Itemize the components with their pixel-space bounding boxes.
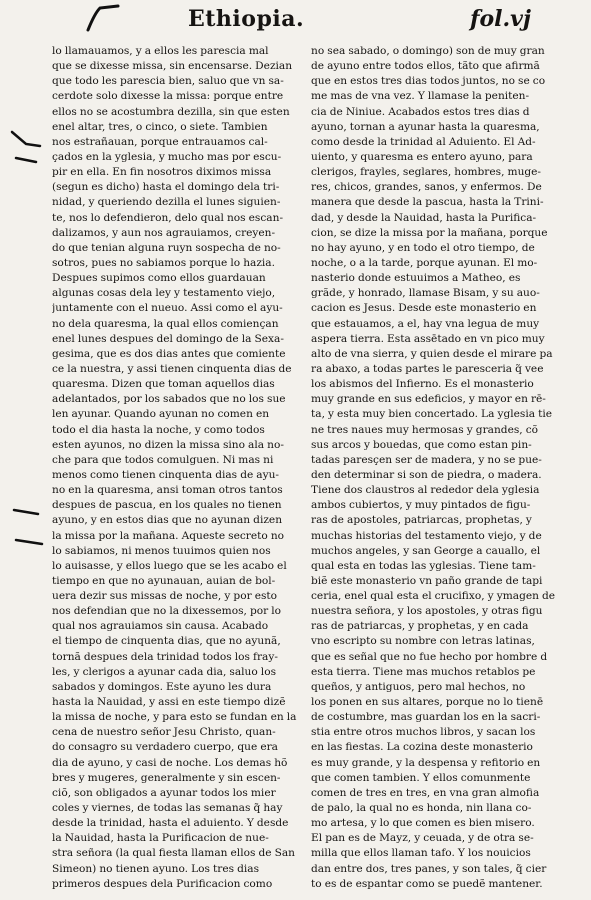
text-line: despues de pascua, en los quales no tienen bbox=[52, 499, 282, 512]
text-line: bres y mugeres, generalmente y sin escen- bbox=[52, 771, 281, 784]
text-line: mo artesa, y lo que comen es bien misero. bbox=[311, 817, 535, 830]
text-line: algunas cosas dela ley y testamento viejo, bbox=[52, 287, 276, 300]
text-line: biẽ este monasterio vn paño grande de tapi bbox=[311, 574, 543, 587]
text-line: sabados y domingos. Este ayuno les dura bbox=[52, 680, 272, 693]
text-line: ambos cubiertos, y muy pintados de figu- bbox=[311, 499, 531, 512]
text-line: cacion es Jesus. Desde este monasterio en bbox=[311, 302, 537, 315]
text-line: nasterio donde estuuimos a Matheo, es bbox=[311, 272, 521, 285]
text-line: Simeon) no tienen ayuno. Los tres dias bbox=[52, 862, 260, 875]
text-line: adelantados, por los sabados que no los sue bbox=[52, 393, 286, 406]
running-title: Ethiopia. bbox=[188, 6, 305, 32]
text-column-left bbox=[52, 44, 310, 892]
text-line: ciõ, son obligados a ayunar todos los mier bbox=[52, 786, 276, 799]
folio-number: fol.vj bbox=[470, 6, 531, 32]
ink-scratch-left-icon bbox=[6, 128, 46, 178]
text-column-right bbox=[311, 44, 573, 892]
text-line: aspera tierra. Esta assētado en vn pico muy bbox=[311, 332, 545, 345]
text-line: (segun es dicho) hasta el domingo dela tri- bbox=[52, 181, 280, 194]
text-line: lo sabiamos, ni menos tuuimos quien nos bbox=[52, 544, 271, 557]
text-line: comen de tres en tres, en vna gran almofia bbox=[311, 786, 540, 799]
ink-scratch-margin-icon bbox=[8, 500, 48, 560]
text-line: cion, se dize la missa por la mañana, porque bbox=[311, 226, 548, 239]
text-line: El pan es de Mayz, y ceuada, y de otra se- bbox=[311, 832, 534, 845]
text-line: el tiempo de cinquenta dias, que no ayunã, bbox=[52, 635, 281, 648]
text-line: pir en ella. En fin nosotros diximos missa bbox=[52, 166, 272, 179]
text-line: los ponen en sus altares, porque no lo tienē bbox=[311, 696, 544, 709]
text-line: que estauamos, a el, hay vna legua de muy bbox=[311, 317, 540, 330]
text-line: tornã despues dela trinidad todos los fray- bbox=[52, 650, 278, 663]
text-line: nos estrañauan, porque entrauamos cal- bbox=[52, 135, 268, 148]
text-line: ta, y esta muy bien concertado. La yglesia tie bbox=[311, 408, 553, 421]
text-line: ne tres naues muy hermosas y grandes, cõ bbox=[311, 423, 539, 436]
text-line: tadas paresçen ser de madera, y no se pue- bbox=[311, 453, 542, 466]
text-line: menos como tienen cinquenta dias de ayu- bbox=[52, 468, 280, 481]
text-line: manera que desde la pascua, hasta la Trini- bbox=[311, 196, 544, 209]
text-line: que se dixesse missa, sin encensarse. Dezian bbox=[52, 60, 293, 73]
text-line: esta tierra. Tiene mas muchos retablos pe bbox=[311, 665, 536, 678]
ink-scratch-top-icon bbox=[84, 2, 124, 32]
text-line: te, nos lo defendieron, delo qual nos escan- bbox=[52, 211, 284, 224]
text-line: ayuno, y en estos dias que no ayunan dizen bbox=[52, 514, 283, 527]
text-line: enel altar, tres, o cinco, o siete. Tambien bbox=[52, 120, 268, 133]
text-line: enel lunes despues del domingo de la Sexa- bbox=[52, 332, 284, 345]
text-line: che para que todos comulguen. Ni mas ni bbox=[52, 453, 274, 466]
text-line: uera dezir sus missas de noche, y por esto bbox=[52, 590, 278, 603]
text-line: len ayunar. Quando ayunan no comen en bbox=[52, 408, 270, 421]
text-line: cia de Niniue. Acabados estos tres dias d bbox=[311, 105, 530, 118]
text-line: hasta la Nauidad, y assi en este tiempo dizẽ bbox=[52, 696, 286, 709]
text-line: cena de nuestro señor Jesu Christo, quan- bbox=[52, 726, 276, 739]
text-line: alto de vna sierra, y quien desde el mirare pa bbox=[311, 347, 553, 360]
text-line: nuestra señora, y los apostoles, y otras figu bbox=[311, 605, 543, 618]
text-line: no hay ayuno, y en todo el otro tiempo, de bbox=[311, 241, 535, 254]
text-line: stia entre otros muchos libros, y sacan los bbox=[311, 726, 536, 739]
text-line: ceria, enel qual esta el crucifixo, y ymagen de bbox=[311, 590, 556, 603]
text-line: muchas historias del testamento viejo, y de bbox=[311, 529, 542, 542]
text-line: noche, o a la tarde, porque ayunan. El mo- bbox=[311, 256, 538, 269]
text-line: nos defendian que no la dixessemos, por lo bbox=[52, 605, 282, 618]
text-line: es muy grande, y la despensa y refitorio en bbox=[311, 756, 541, 769]
text-line: do consagro su verdadero cuerpo, que era bbox=[52, 741, 278, 754]
text-line: dad, y desde la Nauidad, hasta la Purifica- bbox=[311, 211, 537, 224]
text-line: qual esta en todas las yglesias. Tiene tam- bbox=[311, 559, 536, 572]
text-line: ce la nuestra, y assi tienen cinquenta dias de bbox=[52, 362, 292, 375]
text-line: de ayuno entre todos ellos, tãto que afirmã bbox=[311, 60, 540, 73]
text-line: no dela quaresma, la qual ellos comiençan bbox=[52, 317, 279, 330]
text-line: to es de espantar como se puedẽ mantener. bbox=[311, 877, 543, 890]
text-line: la missa por la mañana. Aqueste secreto no bbox=[52, 529, 285, 542]
text-line: muchos angeles, y san George a cauallo, el bbox=[311, 544, 541, 557]
text-line: dalizamos, y aun nos agrauiamos, creyen- bbox=[52, 226, 276, 239]
text-line: quaresma. Dizen que toman aquellos dias bbox=[52, 378, 275, 391]
text-line: en las fiestas. La cozina deste monasterio bbox=[311, 741, 533, 754]
text-line: vno escripto su nombre con letras latinas, bbox=[311, 635, 535, 648]
text-line: uiento, y quaresma es entero ayuno, para bbox=[311, 150, 533, 163]
text-line: sus arcos y bouedas, que como estan pin- bbox=[311, 438, 532, 451]
text-line: Tiene dos claustros al rededor dela yglesia bbox=[311, 484, 540, 497]
text-line: la missa de noche, y para esto se fundan en la bbox=[52, 711, 297, 724]
text-line: clerigos, frayles, seglares, hombres, muge- bbox=[311, 166, 542, 179]
text-line: esten ayunos, no dizen la missa sino ala no- bbox=[52, 438, 284, 451]
text-line: lo llamauamos, y a ellos les paresciа mal bbox=[52, 45, 269, 57]
text-line: no en la quaresma, ansi toman otros tantos bbox=[52, 484, 283, 497]
text-line: grãde, y honrado, llamase Bisam, y su auo- bbox=[311, 287, 540, 300]
text-line: cerdote solo dixesse la missa: porque entre bbox=[52, 90, 284, 103]
text-line: que comen tambien. Y ellos comunmente bbox=[311, 771, 531, 784]
text-line: qual nos agrauiamos sin causa. Acabado bbox=[52, 620, 269, 633]
text-line: res, chicos, grandes, sanos, y enfermos. De bbox=[311, 181, 542, 194]
text-line: queños, y antiguos, pero mal hechos, no bbox=[311, 680, 526, 693]
text-line: juntamente con el nueuo. Assi como el ayu- bbox=[52, 302, 283, 315]
text-line: den determinar si son de piedra, o madera. bbox=[311, 468, 542, 481]
text-line: lo auisasse, y ellos luego que se les acabo el bbox=[52, 559, 287, 572]
text-line: ayuno, tornan a ayunar hasta la quaresma, bbox=[311, 120, 540, 133]
text-line: ras de patriarcas, y prophetas, y en cada bbox=[311, 620, 529, 633]
text-line: ellos no se acostumbra dezilla, sin que esten bbox=[52, 105, 290, 118]
text-line: do que tenian alguna ruyn sospecha de no- bbox=[52, 241, 281, 254]
text-line: sotros, pues no sabiamos porque lo hazia. bbox=[52, 256, 275, 269]
text-line: los abismos del Infierno. Es el monasterio bbox=[311, 378, 534, 391]
text-line: ra abaxo, a todas partes le paresceria q̃ vee bbox=[311, 362, 544, 375]
text-line: que todo les paresciа bien, saluo que vn sa- bbox=[52, 75, 284, 88]
text-line: que en estos tres dias todos juntos, no se co bbox=[311, 75, 546, 88]
text-line: de palo, la qual no es honda, nin llana co- bbox=[311, 802, 532, 815]
text-line: como desde la trinidad al Aduiento. El Ad- bbox=[311, 135, 536, 148]
text-line: todo el dia hasta la noche, y como todos bbox=[52, 423, 265, 436]
text-line: ras de apostoles, patriarcas, prophetas, y bbox=[311, 514, 532, 527]
text-line: la Nauidad, hasta la Purificacion de nue- bbox=[52, 832, 269, 845]
text-line: me mas de vna vez. Y llamase la peniten- bbox=[311, 90, 530, 103]
text-line: dia de ayuno, y casi de noche. Los demas hõ bbox=[52, 756, 288, 769]
text-line: desde la trinidad, hasta el aduiento. Y desde bbox=[52, 817, 289, 830]
text-line: que es señal que no fue hecho por hombre d bbox=[311, 650, 548, 663]
text-line: primeros despues dela Purificacion como bbox=[52, 877, 273, 890]
text-line: muy grande en sus edeficios, y mayor en rē- bbox=[311, 393, 546, 406]
text-line: gesima, que es dos dias antes que comiente bbox=[52, 347, 286, 360]
text-line: milla que ellos llaman tafo. Y los nouicios bbox=[311, 847, 531, 860]
text-line: stra señora (la qual fiesta llaman ellos de San bbox=[52, 847, 295, 860]
text-line: çados en la yglesia, y mucho mas por escu- bbox=[52, 150, 282, 163]
text-line: coles y viernes, de todas las semanas q̃ hay bbox=[52, 802, 283, 815]
text-line: de costumbre, mas guardan los en la sacri- bbox=[311, 711, 541, 724]
text-line: tiempo en que no ayunauan, auian de bol- bbox=[52, 574, 276, 587]
text-line: no sea sabado, o domingo) son de muy gran bbox=[311, 45, 545, 57]
text-line: nidad, y queriendo dezilla el lunes siguien- bbox=[52, 196, 281, 209]
text-line: dan entre dos, tres panes, y son tales, q̃ cier bbox=[311, 862, 547, 875]
text-line: les, y clerigos a ayunar cada dia, saluo los bbox=[52, 665, 277, 678]
text-line: Despues supimos como ellos guardauan bbox=[52, 272, 266, 285]
